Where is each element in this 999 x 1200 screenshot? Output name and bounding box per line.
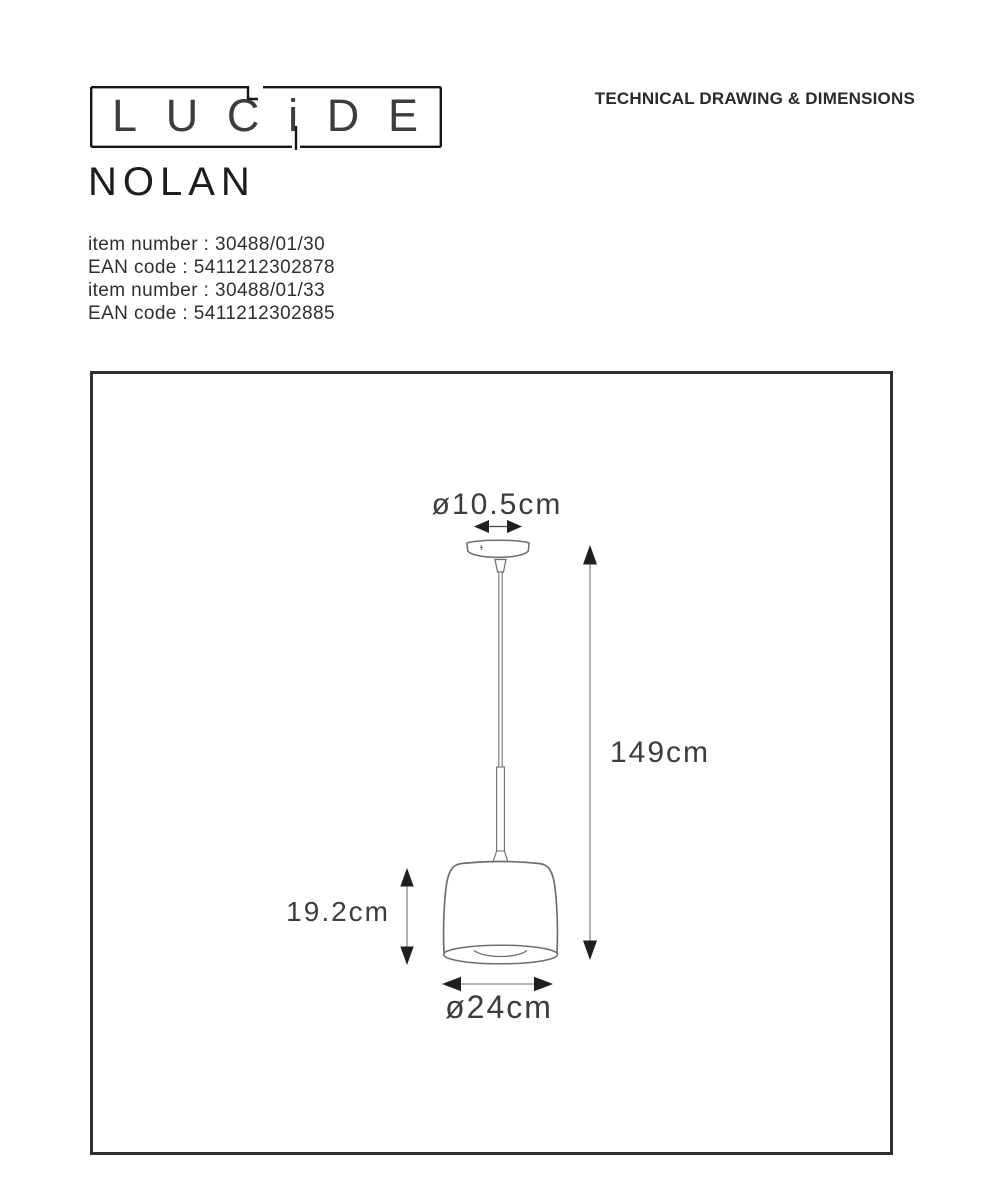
document-title: TECHNICAL DRAWING & DIMENSIONS [594,89,915,108]
logo-wordmark: LUCiDE [112,90,420,141]
product-info [88,233,335,325]
technical-drawing [93,374,890,1152]
technical-drawing-frame [90,371,893,1155]
product-info-line: item number : 30488/01/33 [88,280,326,301]
product-info-line: EAN code : 5411212302878 [88,257,335,278]
product-info-line: item number : 30488/01/30 [88,234,326,255]
dimension-canopy-diameter: ø10.5cm [431,488,563,521]
product-name: NOLAN [88,160,256,204]
ceiling-canopy [467,540,529,557]
suspension-cable [499,572,502,767]
shade-height-arrow [400,868,413,965]
product-info-line: EAN code : 5411212302885 [88,303,335,324]
dimension-shade-diameter: ø24cm [445,989,553,1025]
lucide-logo [90,86,442,152]
total-height-arrow [583,545,597,960]
pendant-lamp-drawing [444,540,558,964]
shade-opening-rim [444,945,558,964]
cord-grip [495,560,506,573]
lamp-shade [444,862,558,953]
canopy-diameter-arrow [474,520,522,533]
dimension-total-height: 149cm [610,736,711,769]
suspension-rod [497,767,505,851]
dimension-shade-height: 19.2cm [286,896,390,927]
